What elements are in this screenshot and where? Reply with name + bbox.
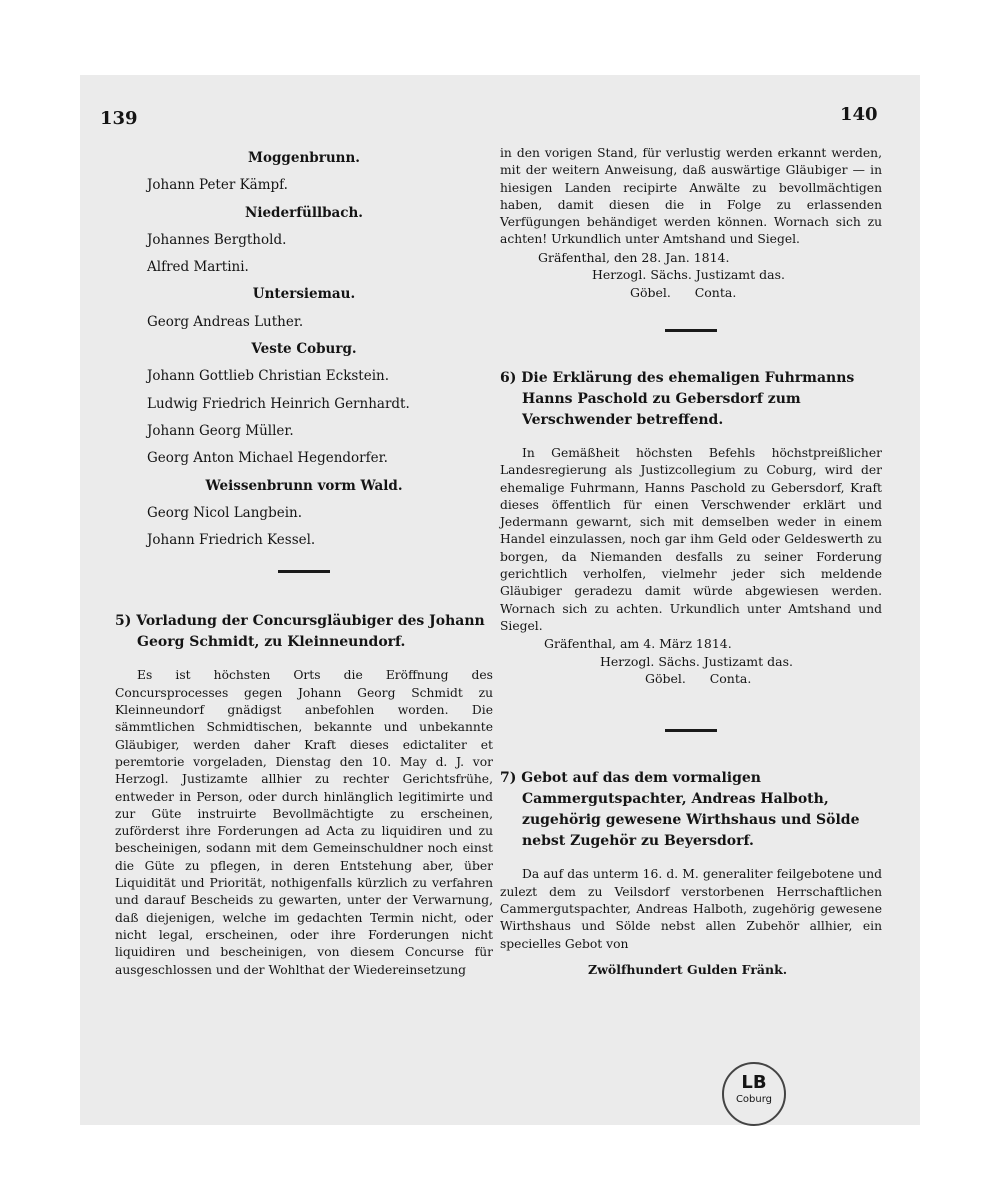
- signature-1-names: Göbel. Conta.: [630, 284, 737, 300]
- section-6-body: In Gemäßheit höchsten Befehls höchstpreißlicher Landesregierung als Justizcollegium zu Coburg, wird der ehemalige Fuhrmann, Hanns Paschold zu Gebersdorf, Kraft dieses öffentlich für einen Verschwender erklärt und Jedermann gewarnt, sich mit demselben weder in einem Handel einzulassen, noch gar ihm Geld oder Geldeswerth zu borgen, da Niemanden desfalls zu seiner Forderung gerichtlich verholfen, vielmehr jeder sich meldende Gläubiger geradezu damit würde abgewiesen werden. Wornach sich zu achten. Urkundlich unter Amtshand und Siegel.: [500, 446, 882, 633]
- section-7-heading: 7) Gebot auf das dem vormaligen Cammergutspachter, Andreas Halboth, zugehörig gewesene Wirthshaus und Sölde nebst Zugehör zu Beyersdorf.: [500, 770, 860, 850]
- place-heading: Niederfüllbach.: [245, 204, 363, 221]
- separator: [278, 570, 330, 573]
- section-7-amount: Zwölfhundert Gulden Fränk.: [588, 961, 788, 977]
- right-column: [500, 145, 882, 978]
- person-name: Johannes Bergthold.: [147, 231, 287, 248]
- left-column: [115, 145, 493, 979]
- signature-2-office: Herzogl. Sächs. Justizamt das.: [600, 653, 793, 669]
- place-heading: Untersiemau.: [252, 286, 356, 303]
- continuation-text: in den vorigen Stand, für verlustig werden erkannt werden, mit der weitern Anweisung, daß auswärtige Gläubiger — in hiesigen Landen recipirte Anwälte zu bevollmächtigen haben, damit diesen die in Folge zu erlassenden Verfügungen behändiget werden können. Wornach sich zu achten! Urkundlich unter Amtshand und Siegel.: [500, 146, 882, 247]
- section-7-body: Da auf das unterm 16. d. M. generaliter feilgebotene und zulezt dem zu Veilsdorf verstorbenen Herrschaftlichen Cammergutspachter, Andreas Halboth, zugehörig gewesene Wirthshaus und Sölde nebst allen Zubehör allhier, ein specielles Gebot von: [500, 867, 882, 951]
- place-heading: Veste Coburg.: [251, 341, 357, 358]
- place-heading: Moggenbrunn.: [248, 150, 360, 166]
- separator: [665, 329, 717, 332]
- person-name: Johann Gottlieb Christian Eckstein.: [147, 368, 390, 385]
- person-name: Alfred Martini.: [147, 259, 249, 276]
- person-name: Johann Friedrich Kessel.: [147, 532, 316, 549]
- section-5-body: Es ist höchsten Orts die Eröffnung des Concursprocesses gegen Johann Georg Schmidt zu Kleinneundorf gnädigst anbefohlen worden. Die sämmtlichen Schmidtischen, bekannte und unbekannte Gläubiger, werden daher Kraft dieses edictaliter et peremtorie vorgeladen, Dienstag den 10. May d. J. vor Herzogl. Justizamte allhier zu rechter Gerichtsfrühe, entweder in Person, oder durch hinlänglich legitimirte und zur Güte instruirte Bevollmächtigte zu erscheinen, zuförderst ihre Forderungen ad Acta zu liquidiren und zu bescheinigen, sodann mit dem Gemeinschuldner noch einst die Güte zu pflegen, in deren Entstehung aber, über Liquidität und Priorität, nothigenfalls kürzlich zu verfahren und darauf Bescheids zu gewarten, unter der Verwarnung, daß diejenigen, welche im gedachten Termin nicht, oder nicht legal, erscheinen, oder ihre Forderungen nicht liquidiren und bescheinigen, von diesem Concurse für ausgeschlossen und der Wohlthat der Wiedereinsetzung: [115, 668, 493, 977]
- signature-2-names: Göbel. Conta.: [645, 671, 752, 687]
- name-list: [115, 145, 493, 554]
- section-6-heading: 6) Die Erklärung des ehemaligen Fuhrmanns Hanns Paschold zu Gebersdorf zum Verschwender betreffend.: [500, 370, 855, 428]
- signature-1-place-date: Gräfenthal, den 28. Jan. 1814.: [538, 249, 730, 265]
- person-name: Johann Georg Müller.: [147, 422, 294, 439]
- section-5-heading: 5) Vorladung der Concursgläubiger des Johann Georg Schmidt, zu Kleinneundorf.: [115, 613, 485, 651]
- stamp-city: Coburg: [735, 1094, 773, 1105]
- place-heading: Weissenbrunn vorm Wald.: [205, 477, 403, 494]
- person-name: Georg Andreas Luther.: [147, 313, 304, 330]
- library-stamp: [722, 1062, 786, 1126]
- stamp-initials: LB: [741, 1072, 767, 1093]
- page-number-right: 140: [840, 104, 878, 125]
- person-name: Ludwig Friedrich Heinrich Gernhardt.: [147, 395, 410, 412]
- person-name: Georg Nicol Langbein.: [147, 504, 302, 521]
- signature-1-office: Herzogl. Sächs. Justizamt das.: [592, 267, 785, 283]
- page-number-left: 139: [100, 108, 138, 129]
- person-name: Johann Peter Kämpf.: [147, 177, 288, 194]
- person-name: Georg Anton Michael Hegendorfer.: [147, 450, 388, 467]
- signature-2-place-date: Gräfenthal, am 4. März 1814.: [544, 636, 732, 652]
- separator: [665, 729, 717, 732]
